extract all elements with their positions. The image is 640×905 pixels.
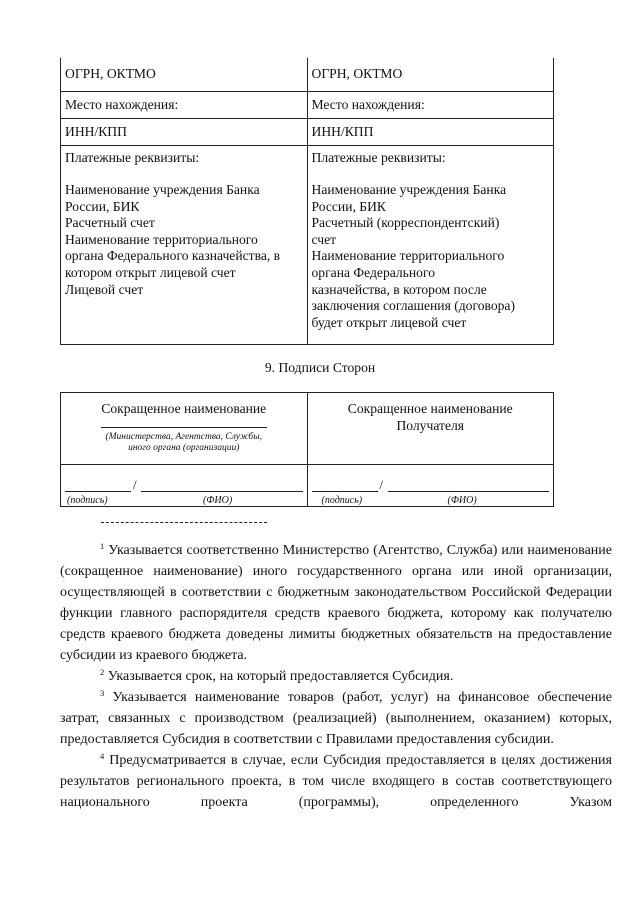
right-heading-text: Сокращенное наименование Получателя [347, 401, 513, 433]
left-hint: (Министерства, Агентства, Службы, иного органа (организации) [105, 431, 263, 454]
payment-left [61, 145, 308, 344]
inn-right: ИНН/КПП [307, 118, 554, 145]
table-row [61, 145, 554, 344]
payment-right [307, 145, 554, 344]
signature-line-right: / [312, 479, 550, 493]
address-left: Место нахождения: [61, 91, 308, 118]
footnote-mark: 4 [100, 751, 105, 761]
footnote-2 [60, 666, 612, 687]
signatures-table [60, 392, 554, 507]
signature-right-field [307, 465, 554, 507]
caption-sign-right: (подпись) [321, 495, 363, 506]
ogrn-right: ОГРН, ОКТМО [307, 58, 554, 91]
signature-left-heading [61, 393, 308, 465]
ogrn-left: ОГРН, ОКТМО [61, 58, 308, 91]
footnotes [60, 540, 612, 813]
signature-right-heading [307, 393, 554, 465]
footnote-text: Указывается наименование товаров (работ, услуг) на финансовое обеспечение затрат, связанных с производством (реализацией) (выполнением, оказанием) которых, предоставляется Субсидия в соответствии с Правилами предоставления субсидии. [60, 690, 612, 747]
table-row [61, 118, 554, 145]
section-title: 9. Подписи Сторон [264, 360, 376, 375]
footnote-1 [60, 540, 612, 666]
payment-body-left: Наименование учреждения Банка России, БИК Расчетный счет Наименование территориального органа Федерального казначейства, в котором открыт лицевой счет Лицевой счет [65, 182, 281, 297]
footnote-text: Указывается срок, на который предоставляется Субсидия. [104, 669, 454, 684]
inn-left: ИНН/КПП [61, 118, 308, 145]
caption-sign-left: (подпись) [67, 495, 108, 506]
table-row [61, 58, 554, 91]
footnote-4 [60, 750, 612, 813]
caption-name-left: (ФИО) [203, 495, 233, 506]
footnote-mark: 2 [100, 667, 105, 677]
left-heading-text: Сокращенное наименование [101, 401, 267, 416]
footnote-text: Предусматривается в случае, если Субсидия предоставляется в целях достижения результатов регионального проекта, в том числе входящего в состав соответствующего национального проекта (программы), определенного Указом [60, 753, 612, 810]
footnote-mark: 1 [100, 541, 105, 551]
signature-line-left: / [65, 479, 303, 493]
table-row [61, 91, 554, 118]
footnote-separator [101, 522, 267, 523]
address-right: Место нахождения: [307, 91, 554, 118]
table-row [61, 465, 554, 507]
payment-title-left: Платежные реквизиты: [65, 149, 200, 165]
table-row [61, 393, 554, 465]
payment-body-right: Наименование учреждения Банка России, БИК Расчетный (корреспондентский) счет Наименование территориального органа Федерального казначейства, в котором после заключения соглашения (договора) будет открыт лицевой счет [311, 182, 515, 330]
signature-left-field [61, 465, 308, 507]
payment-title-right: Платежные реквизиты: [311, 149, 446, 165]
footnote-3 [60, 687, 612, 750]
requisites-table [60, 58, 554, 345]
underline [101, 418, 267, 428]
footnote-text: Указывается соответственно Министерство (Агентство, Служба) или наименование (сокращенное наименование) иного государственного органа или иной организации, осуществляющей в соответствии с бюджетным законодательством Российской Федерации функции главного распорядителя средств краевого бюджета, которому как получателю средств краевого бюджета доведены лимиты бюджетных обязательств на предоставление субсидии из краевого бюджета. [60, 543, 612, 663]
caption-name-right: (ФИО) [447, 495, 477, 506]
footnote-mark: 3 [100, 688, 105, 698]
